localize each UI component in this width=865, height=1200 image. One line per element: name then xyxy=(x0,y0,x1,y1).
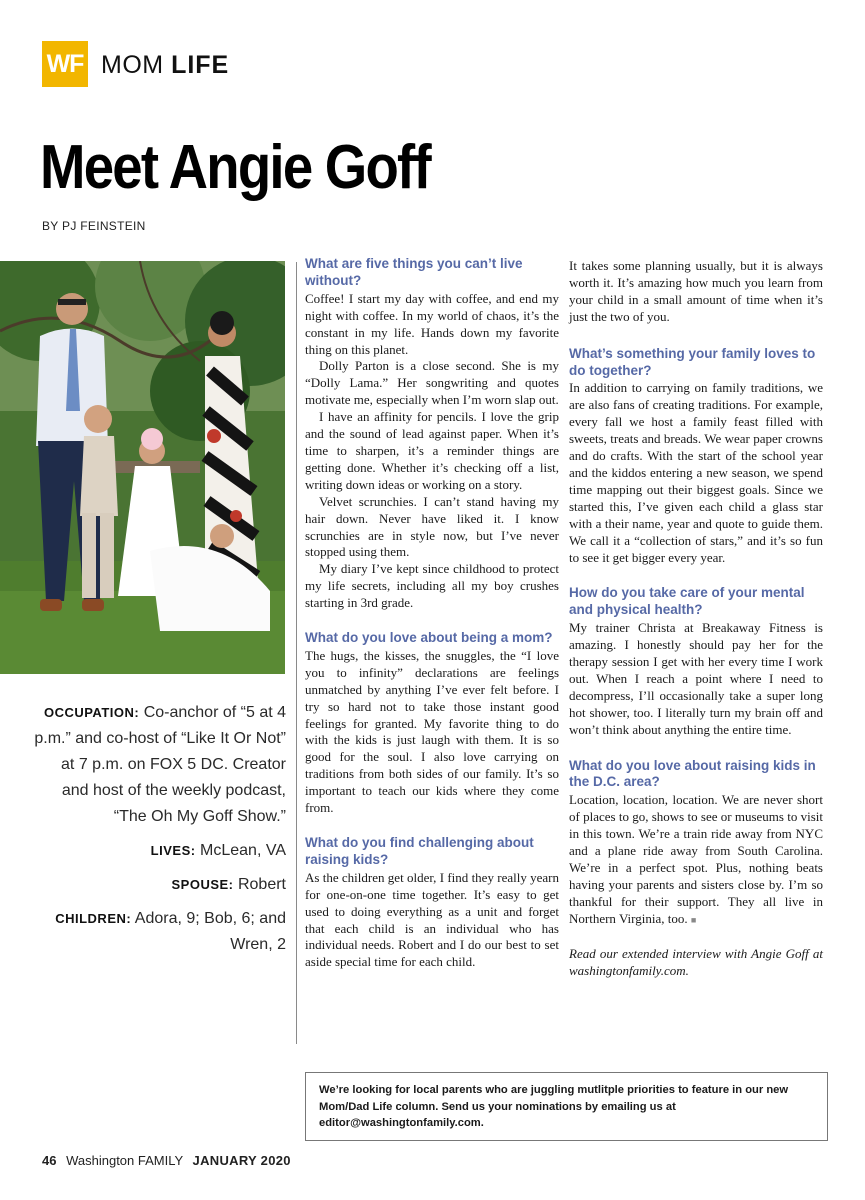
end-mark-icon: ■ xyxy=(690,914,697,925)
answer-paragraph: I have an affinity for pencils. I love the grip and the sound of lead against paper. When it’s time to sharpen, it’s a reminder things are getting done. Whether it’s checking off a list, writing down ideas or working on a story. xyxy=(305,409,559,492)
answer-paragraph: It takes some planning usually, but it is always worth it. It’s amazing how much you learn from your child in a small amount of time when it’s just the two of you. xyxy=(569,258,823,324)
question-heading: How do you take care of your mental and physical health? xyxy=(569,585,805,618)
question-heading: What are five things you can’t live without? xyxy=(305,256,523,288)
fact-sidebar xyxy=(30,700,286,966)
section-word-mom: MOM xyxy=(101,51,164,79)
question-heading: What do you love about being a mom? xyxy=(305,630,553,646)
fact-lives xyxy=(30,838,286,864)
issue-date: JANUARY 2020 xyxy=(192,1153,291,1168)
column-divider xyxy=(296,262,297,1044)
fact-label: OCCUPATION: xyxy=(43,705,140,720)
answer-paragraph: As the children get older, I find they really yearn for one-on-one time together. It’s easy to get used to doing everything as a unit and forget that each child is an individual who has individual needs. Robert and I do our best to set aside special time for each child. xyxy=(305,869,559,970)
answer-paragraph: The hugs, the kisses, the snuggles, the “I love you to infinity” declarations are feelings unmatched by anything I’ve ever felt before. I try so hard not to take those instant good feelings for granted. My favorite thing to do with the kids is just laugh with them. It is so good for the soul. I also love carrying on traditions from both sides of our family. It’s so important to teach our kids where they come from. xyxy=(305,647,559,816)
answer-text: Location, location, location. We are never short of places to go, shows to see or museums to visit in this town. We’re a train ride away from NYC and a plane ride away from South Carolina. We’re in a perfect spot. Plus, nothing beats having your parents and sisters close by. I’m so thankful for their support. They all live in Northern Virginia, too. xyxy=(569,792,823,926)
fact-spouse xyxy=(30,872,286,898)
page-number: 46 xyxy=(42,1153,57,1168)
fact-value: Co-anchor of “5 at 4 p.m.” and co-host of “Like It Or Not” at 7 p.m. on FOX 5 DC. Creator and host of the weekly podcast, “The Oh My Goff Show.” xyxy=(34,704,286,825)
section-title xyxy=(101,50,229,80)
fact-value: Robert xyxy=(237,876,286,893)
fact-label: CHILDREN: xyxy=(55,911,132,926)
callout-text: We’re looking for local parents who are juggling mutlitple priorities to feature in our new Mom/Dad Life column. Send us your nominations by emailing us at editor@washingtonfamily.com. xyxy=(319,1084,789,1129)
fact-value: Adora, 9; Bob, 6; and Wren, 2 xyxy=(134,910,286,953)
question-heading: What do you find challenging about raising kids? xyxy=(305,835,534,867)
magazine-name: Washington FAMILY xyxy=(66,1153,183,1168)
byline: BY PJ FEINSTEIN xyxy=(42,219,146,233)
family-photo-illustration xyxy=(0,261,285,674)
answer-paragraph xyxy=(569,792,823,928)
answer-paragraph: In addition to carrying on family traditions, we are also fans of creating traditions. For example, every fall we host a family feast filled with sweets, treats and breads. We wear paper crowns and do crafts. With the start of the school year and the kiddos entering a new season, we spend time mapping out their biggest goals. Since we started this, I’ve given each child a glass star with a their name, year and quote to guide them. We call it a “collection of stars,” and it’s so fun to see it get bigger every year. xyxy=(569,380,823,565)
fact-children xyxy=(30,906,286,958)
article-column-2 xyxy=(569,256,823,979)
closing-note: Read our extended interview with Angie Goff at washingtonfamily.com. xyxy=(569,945,823,978)
answer-paragraph: Velvet scrunchies. I can’t stand having my hair down. Never have liked it. I know scrunchies are in style now, but I’ve never stopped using them. xyxy=(305,493,559,560)
answer-paragraph: Dolly Parton is a close second. She is my “Dolly Lama.” Her songwriting and quotes motivate me, especially when I’m worn slap out. xyxy=(305,358,559,408)
wf-logo: WF xyxy=(42,41,88,87)
answer-paragraph: My diary I’ve kept since childhood to protect my life secrets, including all my boy crushes starting in 3rd grade. xyxy=(305,561,559,611)
question-heading: What’s something your family loves to do together? xyxy=(569,345,816,378)
fact-occupation xyxy=(30,700,286,830)
answer-paragraph: My trainer Christa at Breakaway Fitness is amazing. I honestly should pay her for the therapy session I get with her every time I work out. When I reach a point where I need to decompress, I’ll occasionally take a super long hot shower, too. I literally turn my brain off and won’t think about anything the entire time. xyxy=(569,620,823,737)
question-heading: What do you love about raising kids in the D.C. area? xyxy=(569,757,816,790)
article-headline: Meet Angie Goff xyxy=(40,133,430,202)
section-word-life: LIFE xyxy=(171,51,230,79)
page-footer xyxy=(42,1153,291,1168)
fact-value: McLean, VA xyxy=(200,842,286,859)
fact-label: SPOUSE: xyxy=(171,877,234,892)
answer-paragraph: Coffee! I start my day with coffee, and end my night with coffee. In my world of chaos, it’s the constant in my life. Hands down my favorite thing on this planet. xyxy=(305,290,559,357)
family-photo xyxy=(0,261,285,674)
fact-label: LIVES: xyxy=(150,843,196,858)
article-column-1 xyxy=(305,256,559,971)
nomination-callout-box xyxy=(305,1072,828,1141)
